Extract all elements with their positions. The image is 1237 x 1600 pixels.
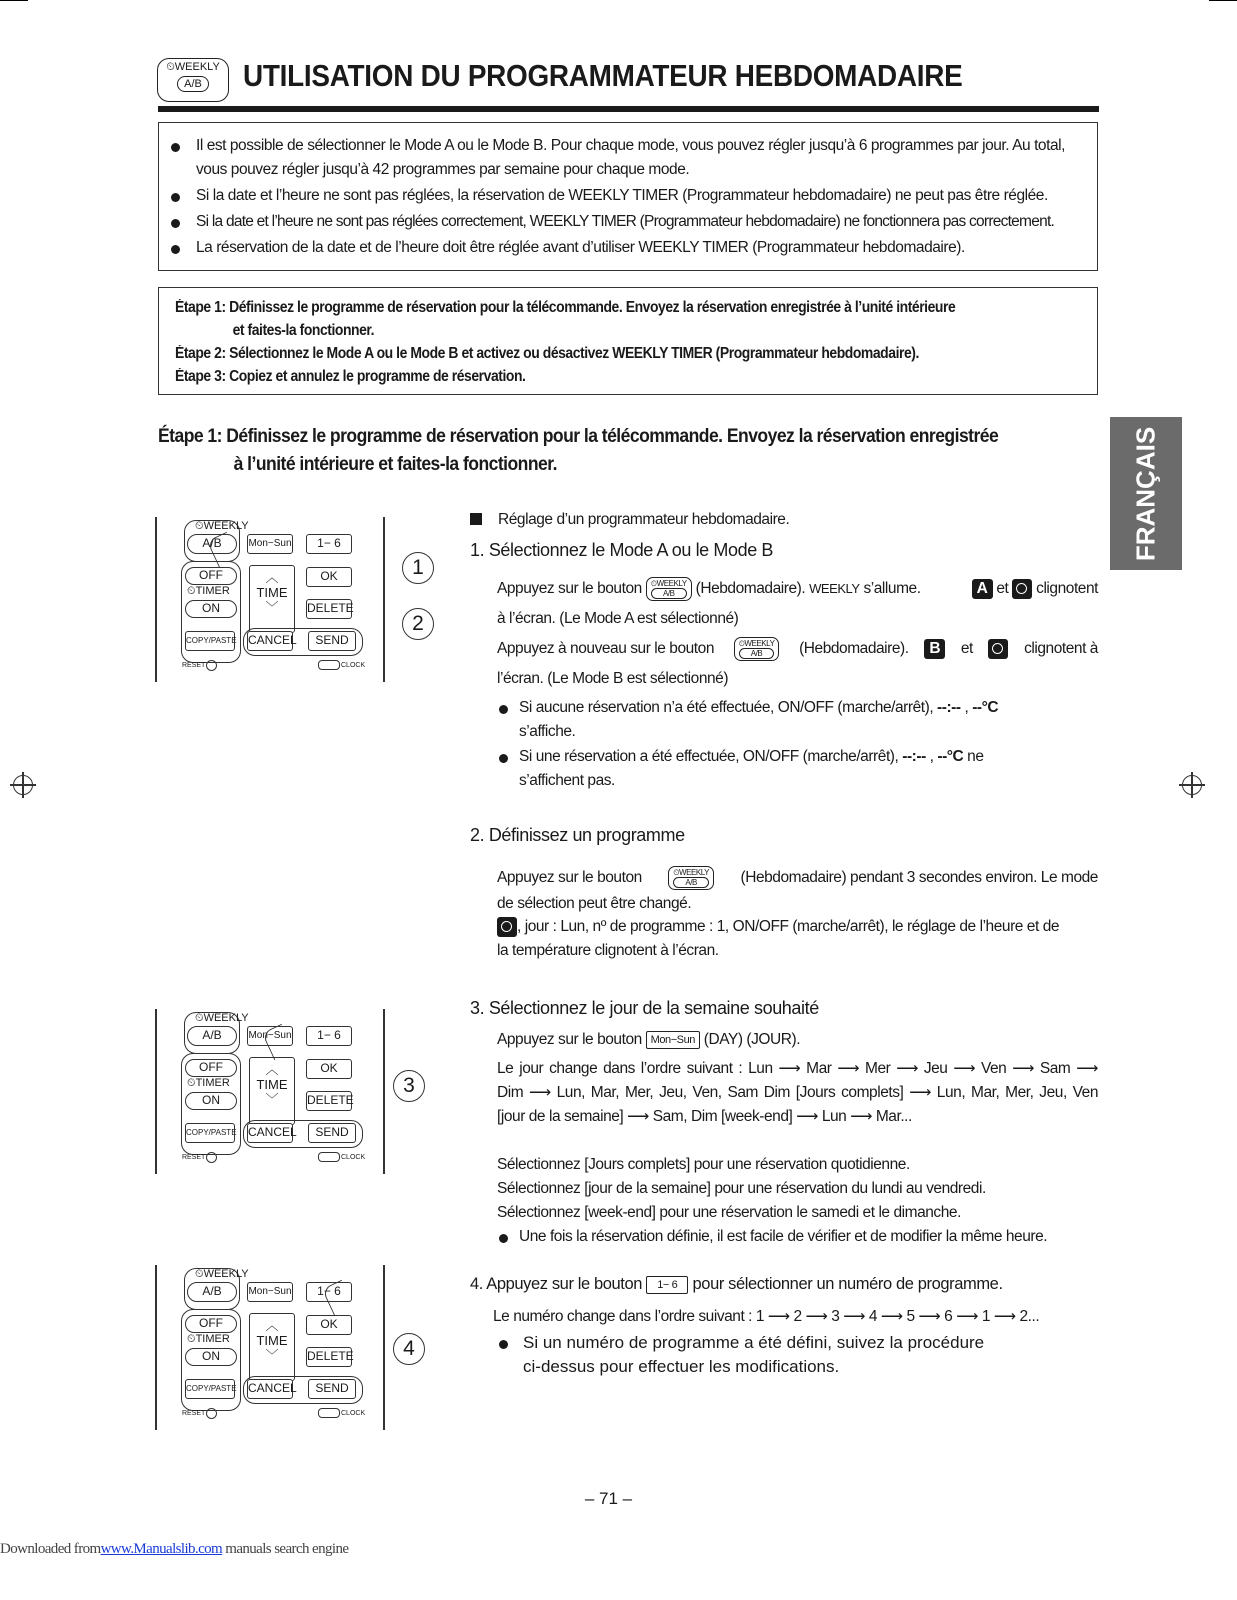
text: Appuyez sur le bouton: [497, 1031, 642, 1048]
mode-a-indicator-icon: A: [972, 579, 993, 599]
icon-label: ⏲WEEKLY: [650, 578, 687, 588]
cancel-button[interactable]: CANCEL: [247, 1379, 293, 1399]
weekly-ab-button[interactable]: A/B: [187, 1026, 237, 1046]
down-arrow-icon[interactable]: ﹀: [265, 1092, 279, 1107]
text: (Hebdomadaire) pendant 3 secondes environ. Le mode: [740, 869, 1098, 886]
subsection-title: [470, 508, 1098, 532]
text: Si une réservation a été effectuée, ON/OFF (marche/arrêt),: [519, 748, 899, 765]
send-button[interactable]: SEND: [308, 1379, 356, 1399]
square-bullet-icon: [470, 513, 482, 525]
clock-label: CLOCK: [341, 1409, 366, 1417]
clock-button-shape: [318, 1408, 340, 1418]
step3-body: [497, 1028, 1098, 1249]
clock-button-shape: [318, 1152, 340, 1162]
time-label: TIME: [256, 1333, 288, 1348]
reset-hole-icon: [206, 1408, 217, 1419]
on-button[interactable]: ON: [185, 1092, 237, 1110]
subsection-label: Réglage d’un programmateur hebdomadaire.: [498, 511, 790, 528]
text: ne: [967, 748, 984, 765]
remote-illustration: [155, 1009, 385, 1174]
intro-item: Si la date et l’heure ne sont pas réglées, la réservation de WEEKLY TIMER (Programmateur hebdomadaire) ne peut pas être réglée.: [169, 184, 1083, 208]
delete-button[interactable]: DELETE: [306, 599, 352, 619]
clock-button-shape: [318, 660, 340, 670]
heading-line: à l’unité intérieure et faites-la fonctionner.: [233, 453, 557, 475]
text: Appuyez sur le bouton: [497, 869, 642, 886]
reset-label: RESET: [182, 662, 206, 669]
up-arrow-icon[interactable]: ︿: [265, 1062, 279, 1077]
text: l’écran. (Le Mode B est sélectionné): [497, 670, 729, 687]
program-button[interactable]: 1− 6: [306, 1026, 352, 1046]
text: la température clignotent à l’écran.: [497, 942, 719, 959]
registration-mark-icon: [1182, 775, 1202, 795]
time-button[interactable]: [249, 1057, 295, 1125]
text: à l’écran. (Le Mode A est sélectionné): [497, 610, 739, 627]
text: , jour : Lun, nº de programme : 1, ON/OFF (marche/arrêt), le réglage de l’heure et de: [517, 918, 1060, 935]
clock-button[interactable]: [318, 1152, 365, 1162]
remote-illustration: [155, 1265, 385, 1430]
intro-item: La réservation de la date et de l’heure doit être réglée avant d’utiliser WEEKLY TIMER (Programmateur hebdomadaire).: [169, 236, 1083, 260]
text: Appuyez à nouveau sur le bouton: [497, 640, 714, 657]
delete-button[interactable]: DELETE: [306, 1091, 352, 1111]
weekly-button-icon: [734, 637, 780, 661]
overview-step1: Étape 1: Définissez le programme de réservation pour la télécommande. Envoyez la réservation enregistrée à l’unité intérieure: [175, 299, 956, 316]
dash-temp-display: --°C: [937, 748, 964, 765]
icon-label: A/B: [739, 648, 775, 659]
remote-illustration: [155, 517, 385, 682]
reset-hole-icon: [206, 1152, 217, 1163]
timer-label: ⏲TIMER: [187, 585, 230, 597]
clock-button[interactable]: [318, 660, 365, 670]
cancel-button[interactable]: CANCEL: [247, 631, 293, 651]
up-arrow-icon[interactable]: ︿: [265, 570, 279, 585]
ok-button[interactable]: OK: [306, 567, 352, 587]
copy-paste-button[interactable]: COPY/PASTE: [185, 1379, 235, 1399]
timer-label: ⏲TIMER: [187, 1333, 230, 1345]
intro-item: Si la date et l’heure ne sont pas réglées correctement, WEEKLY TIMER (Programmateur hebdomadaire) ne fonctionnera pas correctement.: [169, 210, 1083, 234]
callout-3: 3: [393, 1070, 425, 1102]
up-arrow-icon[interactable]: ︿: [265, 1318, 279, 1333]
clock-indicator-icon: [1012, 579, 1032, 599]
cancel-button[interactable]: CANCEL: [247, 1123, 293, 1143]
download-footer: [0, 1541, 348, 1558]
icon-label: A/B: [651, 588, 687, 599]
program-button[interactable]: 1− 6: [306, 1282, 352, 1302]
intro-item: Il est possible de sélectionner le Mode A ou le Mode B. Pour chaque mode, vous pouvez régler jusqu’à 6 programmes par jour. Au total, vous pouvez régler jusqu’à 42 programmes par semaine pour chaque mode.: [169, 134, 1083, 182]
clock-button[interactable]: [318, 1408, 365, 1418]
step3-title: 3. Sélectionnez le jour de la semaine souhaité: [470, 998, 819, 1018]
reset-button[interactable]: [182, 660, 217, 671]
page-number: – 71 –: [584, 1489, 633, 1508]
text: 4. Appuyez sur le bouton: [470, 1275, 643, 1293]
dash-time-display: --:--: [902, 748, 926, 765]
reset-button[interactable]: [182, 1408, 217, 1419]
text: et: [996, 580, 1009, 597]
weekly-label: ⏲WEEKLY: [195, 1012, 249, 1024]
heading-line: Étape 1: Définissez le programme de réservation pour la télécommande. Envoyez la réservation enregistrée: [158, 425, 999, 447]
ok-button[interactable]: OK: [306, 1315, 352, 1335]
icon-label: ⏲WEEKLY: [738, 639, 775, 648]
crop-mark: [0, 0, 28, 1]
weekly-label: ⏲WEEKLY: [195, 520, 249, 532]
icon-label: ⏲WEEKLY: [673, 867, 710, 877]
mon-sun-button[interactable]: Mon−Sun: [247, 1026, 293, 1046]
text: ci-dessus pour effectuer les modifications.: [523, 1357, 840, 1376]
program-button[interactable]: 1− 6: [306, 534, 352, 554]
weekly-ab-button[interactable]: A/B: [187, 534, 237, 554]
section-heading: [158, 422, 1098, 478]
text: s’affiche.: [519, 723, 576, 740]
badge-label: ⏲WEEKLY: [166, 61, 220, 73]
time-label: TIME: [256, 1077, 288, 1092]
text: Appuyez sur le bouton: [497, 580, 642, 597]
text: de sélection peut être changé.: [497, 895, 692, 912]
step4-bullet: [499, 1331, 1098, 1379]
off-button[interactable]: OFF: [185, 567, 237, 585]
clock-indicator-icon: [497, 917, 517, 937]
mon-sun-button-icon: Mon−Sun: [646, 1031, 700, 1049]
copy-paste-button[interactable]: COPY/PASTE: [185, 1123, 235, 1143]
time-button[interactable]: [249, 565, 295, 633]
program-order-line: Le numéro change dans l’ordre suivant : 1 ⟶ 2 ⟶ 3 ⟶ 4 ⟶ 5 ⟶ 6 ⟶ 1 ⟶ 2...: [493, 1308, 1040, 1325]
language-label: FRANÇAIS: [1130, 426, 1161, 561]
on-button[interactable]: ON: [185, 1348, 237, 1366]
dash-time-display: --:--: [937, 699, 961, 716]
step3-bullet: Une fois la réservation définie, il est facile de vérifier et de modifier la même heure.: [499, 1225, 1098, 1249]
badge-ab: A/B: [177, 76, 209, 92]
text: clignotent: [1036, 580, 1098, 597]
reset-label: RESET: [182, 1154, 206, 1161]
callout-4: 4: [393, 1333, 425, 1365]
off-button[interactable]: OFF: [185, 1315, 237, 1333]
weekly-label: ⏲WEEKLY: [195, 1268, 249, 1280]
ok-button[interactable]: OK: [306, 1059, 352, 1079]
program-button-icon: 1− 6: [646, 1276, 688, 1294]
text: (DAY) (JOUR).: [703, 1031, 801, 1048]
clock-label: CLOCK: [341, 1153, 366, 1161]
weekly-ab-button[interactable]: A/B: [187, 1282, 237, 1302]
text: s’affichent pas.: [519, 772, 615, 789]
text: clignotent à: [1024, 640, 1098, 657]
dash-temp-display: --°C: [972, 699, 999, 716]
step1-title: 1. Sélectionnez le Mode A ou le Mode B: [470, 540, 774, 560]
manualslib-link[interactable]: www.Manualslib.com: [100, 1541, 223, 1557]
clock-label: CLOCK: [341, 661, 366, 669]
text: manuals search engine: [222, 1541, 349, 1557]
callout-2: 2: [402, 608, 434, 640]
crop-mark: [1209, 0, 1237, 1]
callout-1: 1: [402, 552, 434, 584]
overview-step2: Étape 2: Sélectionnez le Mode A ou le Mode B et activez ou désactivez WEEKLY TIMER (Programmateur hebdomadaire).: [175, 345, 919, 362]
mon-sun-button[interactable]: Mon−Sun: [247, 1282, 293, 1302]
text: Si aucune réservation n’a été effectuée, ON/OFF (marche/arrêt),: [519, 699, 934, 716]
time-button[interactable]: [249, 1313, 295, 1381]
mode-b-indicator-icon: B: [924, 639, 945, 659]
title-rule: [158, 106, 1099, 112]
text: Downloaded from: [0, 1541, 101, 1557]
step1-bullet: Si une réservation a été effectuée, ON/OFF (marche/arrêt), --:-- , --°C ne s’affichent pas.: [499, 745, 1098, 793]
reset-hole-icon: [206, 660, 217, 671]
text: et: [960, 640, 973, 657]
day-order-line: Le jour change dans l’ordre suivant : Lun ⟶ Mar ⟶ Mer ⟶ Jeu ⟶ Ven ⟶ Sam ⟶: [497, 1060, 1098, 1077]
reset-button[interactable]: [182, 1152, 217, 1163]
text: (Hebdomadaire).: [799, 640, 909, 657]
overview-box: [158, 287, 1098, 395]
send-button[interactable]: SEND: [308, 631, 356, 651]
day-order-line: Dim ⟶ Lun, Mar, Mer, Jeu, Ven, Sam Dim [Jours complets] ⟶ Lun, Mar, Mer, Jeu, Ven: [497, 1084, 1098, 1101]
copy-paste-button[interactable]: COPY/PASTE: [185, 631, 235, 651]
down-arrow-icon[interactable]: ﹀: [265, 600, 279, 615]
text: Si un numéro de programme a été défini, suivez la procédure: [523, 1333, 985, 1352]
send-button[interactable]: SEND: [308, 1123, 356, 1143]
weekly-button-icon: [668, 866, 714, 890]
reset-label: RESET: [182, 1410, 206, 1417]
delete-button[interactable]: DELETE: [306, 1347, 352, 1367]
text: s’allume.: [863, 580, 921, 597]
weekly-display-text: WEEKLY: [809, 581, 860, 596]
overview-step3: Étape 3: Copiez et annulez le programme de réservation.: [175, 368, 526, 385]
off-button[interactable]: OFF: [185, 1059, 237, 1077]
weekly-badge-icon: [157, 58, 229, 102]
page-title: UTILISATION DU PROGRAMMATEUR HEBDOMADAIRE: [243, 58, 963, 93]
text: pour sélectionner un numéro de programme.: [692, 1275, 1003, 1293]
registration-mark-icon: [13, 775, 33, 795]
note-line: Sélectionnez [jour de la semaine] pour une réservation du lundi au vendredi.: [497, 1180, 986, 1197]
weekly-button-icon: [646, 577, 692, 601]
text: (Hebdomadaire).: [695, 580, 806, 597]
note-line: Sélectionnez [Jours complets] pour une réservation quotidienne.: [497, 1156, 910, 1173]
step4-title: [470, 1275, 1098, 1294]
step2-body: [497, 862, 1098, 963]
step2-title: 2. Définissez un programme: [470, 825, 685, 845]
time-label: TIME: [256, 585, 288, 600]
step1-body: [497, 574, 1098, 793]
language-tab: [1110, 417, 1182, 570]
mon-sun-button[interactable]: Mon−Sun: [247, 534, 293, 554]
overview-step1-cont: et faites-la fonctionner.: [232, 322, 375, 339]
day-order-line: [jour de la semaine] ⟶ Sam, Dim [week-end] ⟶ Lun ⟶ Mar...: [497, 1108, 912, 1125]
timer-label: ⏲TIMER: [187, 1077, 230, 1089]
icon-label: A/B: [673, 877, 709, 888]
intro-box: [158, 122, 1098, 271]
clock-indicator-icon: [988, 639, 1008, 659]
down-arrow-icon[interactable]: ﹀: [265, 1348, 279, 1363]
step1-bullet: Si aucune réservation n’a été effectuée, ON/OFF (marche/arrêt), --:-- , --°C s’affiche.: [499, 696, 1098, 744]
on-button[interactable]: ON: [185, 600, 237, 618]
note-line: Sélectionnez [week-end] pour une réservation le samedi et le dimanche.: [497, 1204, 961, 1221]
